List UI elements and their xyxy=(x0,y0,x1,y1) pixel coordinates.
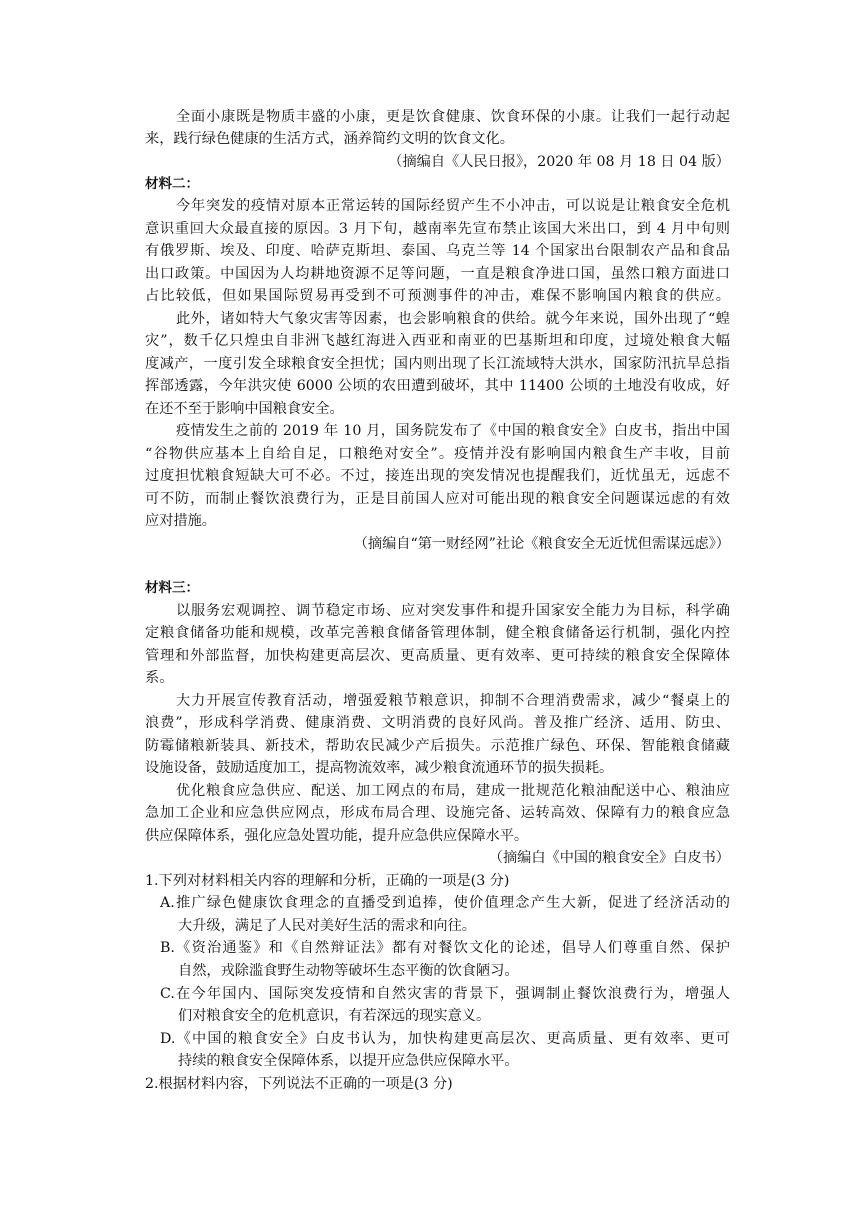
text-line: 设施设备，鼓励适度加工，提高物流效率，减少粮食流通环节的损失损耗。 xyxy=(145,760,614,776)
text-line: 过度担忧粮食短缺大可不必。不过，接连出现的突发情况也提醒我们，近忧虽无，远虑不 xyxy=(145,468,730,484)
text-line: 此外，诸如特大气象灾害等因素，也会影响粮食的供给。就今年来说，国外出现了“蝗 xyxy=(176,311,730,327)
text-line: 度减产，一度引发全球粮食安全担忧；国内则出现了长江流域特大洪水，国家防汛抗旱总指 xyxy=(145,356,730,372)
option-c-cont: 们对粮食安全的危机意识，有若深远的现实意义。 xyxy=(178,1008,491,1024)
text-line: 优化粮食应急供应、配送、加工网点的布局，建成一批规范化粮油配送中心、粮油应 xyxy=(176,783,730,799)
text-line: 应对措施。 xyxy=(145,513,216,529)
option-c: C.在今年国内、国际突发疫情和自然灾害的背景下，强调制止餐饮浪费行为，增强人 xyxy=(160,986,730,1002)
text-line: 系。 xyxy=(145,670,174,686)
source-citation: （摘编自“第一财经网”社论《粮食安全无近忧但需谋远虑》） xyxy=(353,536,730,552)
source-citation: （摘编白《中国的粮食安全》白皮书） xyxy=(488,850,730,866)
text-line: 来，践行绿色健康的生活方式，涵养简约文明的饮食文化。 xyxy=(145,131,514,147)
text-line: 防霉储粮新装具、新技术，帮助农民减少产后损失。示范推广绿色、环保、智能粮食储藏 xyxy=(145,738,730,754)
option-b: B.《资治通鉴》和《自然辩证法》都有对餐饮文化的论述，倡导人们尊重自然、保护 xyxy=(160,940,730,956)
text-line: 在还不至于影响中国粮食安全。 xyxy=(145,401,344,417)
source-citation: （摘编自《人民日报》，2020 年 08 月 18 日 04 版） xyxy=(388,154,730,170)
text-line: 大力开展宣传教育活动，增强爱粮节粮意识，抑制不合理消费需求，减少“餐桌上的 xyxy=(176,693,730,709)
text-line: 以服务宏观调控、调节稳定市场、应对突发事件和提升国家安全能力为目标，科学确 xyxy=(176,603,730,619)
text-line: 管理和外部监督，加快构建更高层次、更高质量、更有效率、更可持续的粮食安全保障体 xyxy=(145,648,730,664)
section-heading: 材料二： xyxy=(145,176,199,192)
option-a-cont: 大升级，满足了人民对美好生活的需求和向往。 xyxy=(178,918,476,934)
text-line: 浪费”，形成科学消费、健康消费、文明消费的良好风尚。普及推广经济、适用、防虫、 xyxy=(145,715,730,731)
text-line: 挥部透露，今年洪灾使 6000 公顷的农田遭到破坏，其中 11400 公顷的土地没有收成，好 xyxy=(145,378,730,394)
text-line: 供应保障体系，强化应急处置功能，提升应急供应保障水平。 xyxy=(145,828,529,844)
section-heading: 材料三： xyxy=(145,580,199,596)
text-line: 今年突发的疫情对原本正常运转的国际经贸产生不小冲击，可以说是让粮食安全危机 xyxy=(176,198,730,214)
text-line: 疫情发生之前的 2019 年 10 月，国务院发布了《中国的粮食安全》白皮书，指出中国 xyxy=(176,423,730,439)
option-d: D.《中国的粮食安全》白皮书认为，加快构建更高层次、更高质量、更有效率、更可 xyxy=(160,1031,730,1047)
option-a: A.推广绿色健康饮食理念的直播受到追捧，使价值理念产生大新，促进了经济活动的 xyxy=(160,895,730,911)
text-line: 急加工企业和应急供应网点，形成布局合理、设施完备、运转高效、保障有力的粮食应急 xyxy=(145,805,730,821)
text-line: 全面小康既是物质丰盛的小康，更是饮食健康、饮食环保的小康。让我们一起行动起 xyxy=(176,109,730,125)
text-line: 占比较低，但如果国际贸易再受到不可预测事件的冲击，难保不影响国内粮食的供应。 xyxy=(145,288,730,304)
text-line: 可不防，而制止餐饮浪费行为，正是目前国人应对可能出现的粮食安全问题谋远虑的有效 xyxy=(145,491,730,507)
text-line: 灾”，数千亿只煌虫自非洲飞越红海进入西亚和南亚的巴基斯坦和印度，过境处粮食大幅 xyxy=(145,333,730,349)
question-stem: 2.根据材料内容，下列说法不正确的一项是(3 分) xyxy=(145,1076,453,1092)
text-line: “谷物供应基本上自给自足，口粮绝对安全”。疫情并没有影响国内粮食生产丰收，目前 xyxy=(145,446,730,462)
option-b-cont: 自然，戎除滥食野生动物等破坏生态平衡的饮食陋习。 xyxy=(178,963,519,979)
text-line: 定粮食储备功能和规模，改革完善粮食储备管理体制，健全粮食储备运行机制，强化内控 xyxy=(145,625,730,641)
text-line: 有俄罗斯、埃及、印度、哈萨克斯坦、泰国、乌克兰等 14 个国家出台限制农产品和食品 xyxy=(145,243,730,259)
text-line: 出口政策。中国因为人均耕地资源不足等问题，一直是粮食净进口国，虽然口粮方面进口 xyxy=(145,266,730,282)
option-d-cont: 持续的粮食安全保障体系，以提开应急供应保障水平。 xyxy=(178,1053,519,1069)
question-stem: 1.下列对材料相关内容的理解和分析，正确的一项是(3 分) xyxy=(145,873,510,889)
text-line: 意识重回大众最直接的原因。3 月下旬，越南率先宣布禁止该国大米出口，到 4 月中旬则 xyxy=(145,221,730,237)
